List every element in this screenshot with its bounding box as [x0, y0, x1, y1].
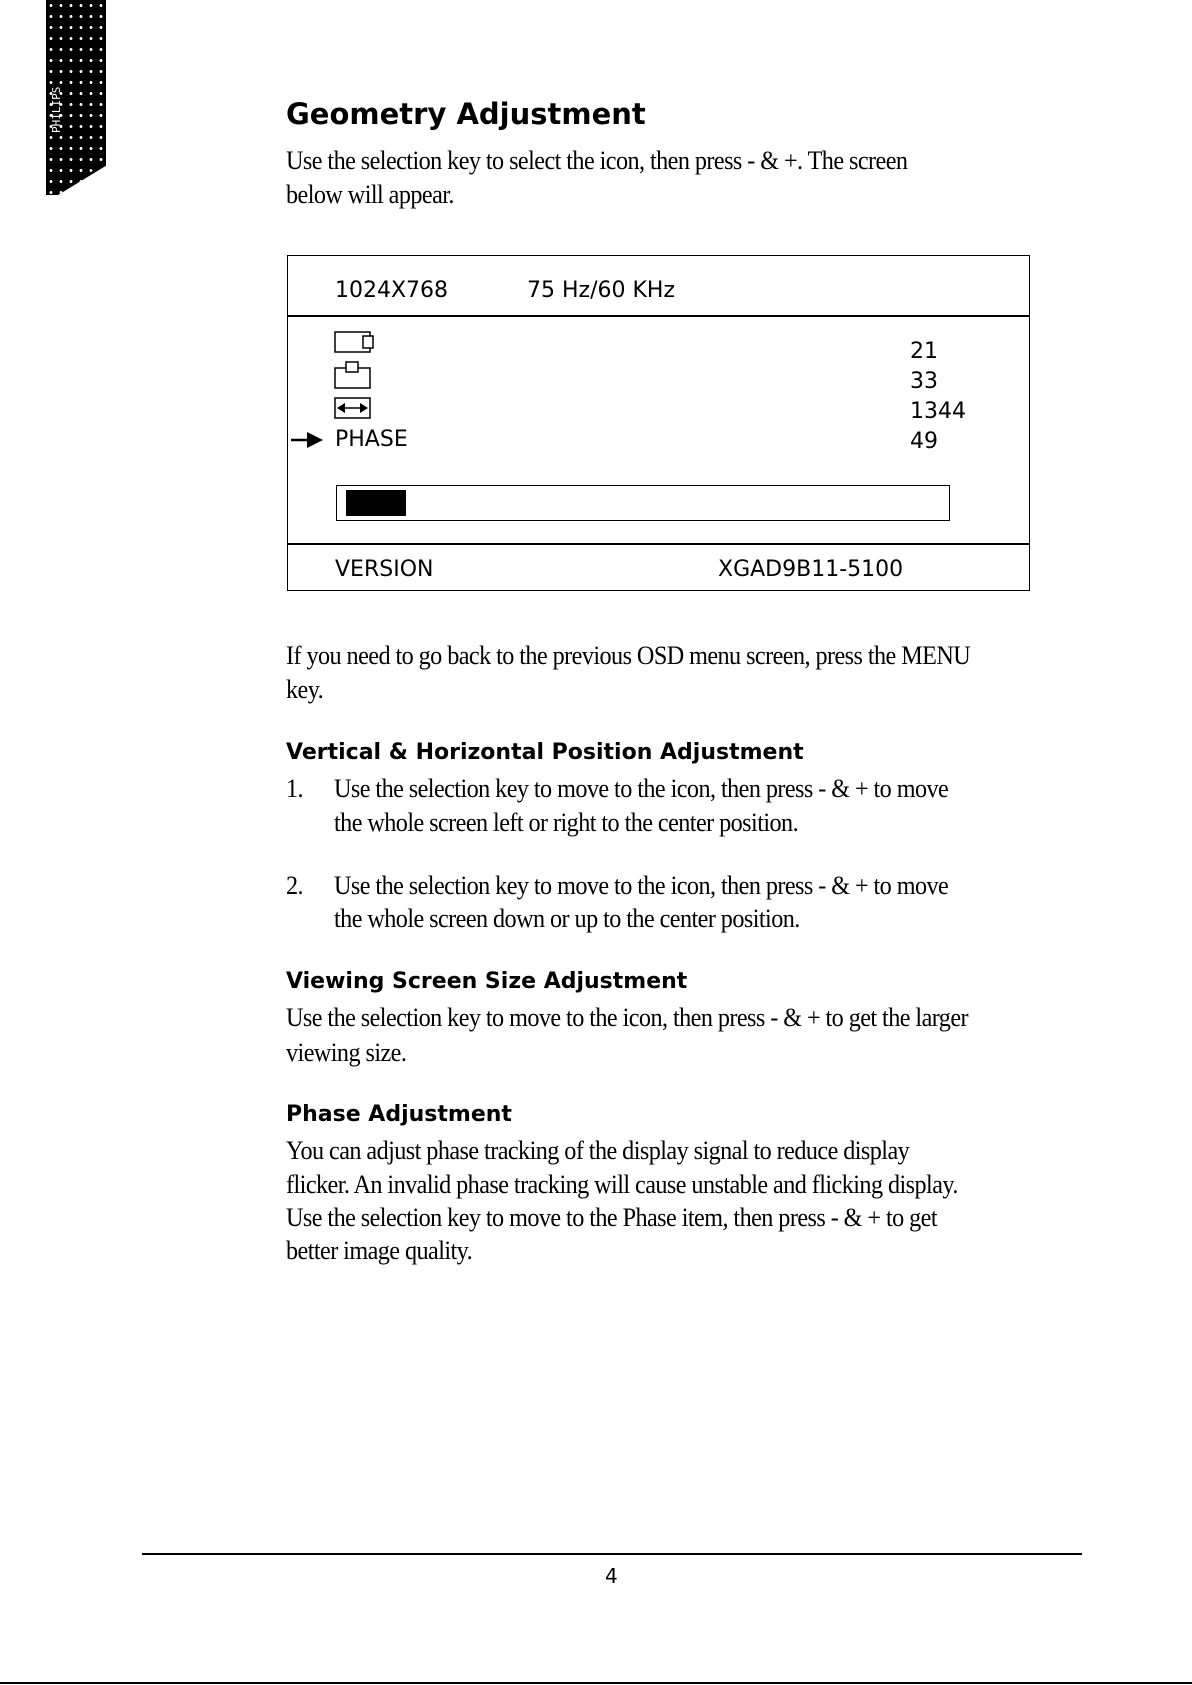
- osd-value: 21: [910, 339, 938, 364]
- list-item-line: the whole screen down or up to the center position.: [334, 904, 800, 933]
- paragraph-line: better image quality.: [286, 1236, 473, 1265]
- paragraph-line: Use the selection key to move to the icon, then press - & + to get the larger: [286, 1003, 969, 1032]
- selection-arrow-icon: [287, 430, 327, 450]
- paragraph-line: You can adjust phase tracking of the display signal to reduce display: [286, 1136, 910, 1165]
- osd-value: 33: [910, 369, 938, 394]
- footer-rule: [142, 1553, 1082, 1555]
- list-item-line: Use the selection key to move to the icon, then press - & + to move: [334, 774, 949, 803]
- section-heading: Viewing Screen Size Adjustment: [286, 969, 688, 994]
- list-number: 2.: [286, 871, 304, 900]
- logo-text: PHILIPS: [50, 86, 63, 134]
- osd-resolution: 1024X768: [335, 278, 449, 303]
- list-number: 1.: [286, 774, 304, 803]
- back-line-2: key.: [286, 675, 324, 704]
- list-item-line: the whole screen left or right to the center position.: [334, 808, 799, 837]
- divider: [288, 543, 1029, 545]
- osd-screen: [287, 255, 1030, 591]
- intro-line-1: Use the selection key to select the icon, then press - & +. The screen: [286, 146, 908, 175]
- paragraph-line: flicker. An invalid phase tracking will cause unstable and flicking display.: [286, 1170, 958, 1199]
- paragraph-line: viewing size.: [286, 1038, 407, 1067]
- horizontal-size-icon: [334, 397, 374, 421]
- divider: [288, 315, 1029, 317]
- intro-line-2: below will appear.: [286, 180, 454, 209]
- page-title: Geometry Adjustment: [286, 97, 646, 131]
- osd-phase-label[interactable]: PHASE: [335, 427, 408, 452]
- page-number: 4: [605, 1564, 618, 1588]
- vertical-position-icon: [334, 360, 374, 390]
- back-line-1: If you need to go back to the previous OSD menu screen, press the MENU: [286, 641, 971, 670]
- list-item-line: Use the selection key to move to the icon, then press - & + to move: [334, 871, 949, 900]
- osd-value: 1344: [910, 399, 966, 424]
- version-label: VERSION: [335, 557, 434, 582]
- phase-slider-fill: [346, 490, 406, 516]
- osd-value: 49: [910, 429, 938, 454]
- osd-frequency: 75 Hz/60 KHz: [527, 278, 675, 303]
- phase-slider[interactable]: [336, 485, 950, 521]
- paragraph-line: Use the selection key to move to the Phase item, then press - & + to get: [286, 1203, 938, 1232]
- version-value: XGAD9B11-5100: [718, 557, 904, 582]
- section-heading: Phase Adjustment: [286, 1102, 512, 1127]
- horizontal-position-icon: [334, 329, 378, 355]
- page-edge: [0, 1682, 1192, 1684]
- section-heading: Vertical & Horizontal Position Adjustment: [286, 740, 804, 765]
